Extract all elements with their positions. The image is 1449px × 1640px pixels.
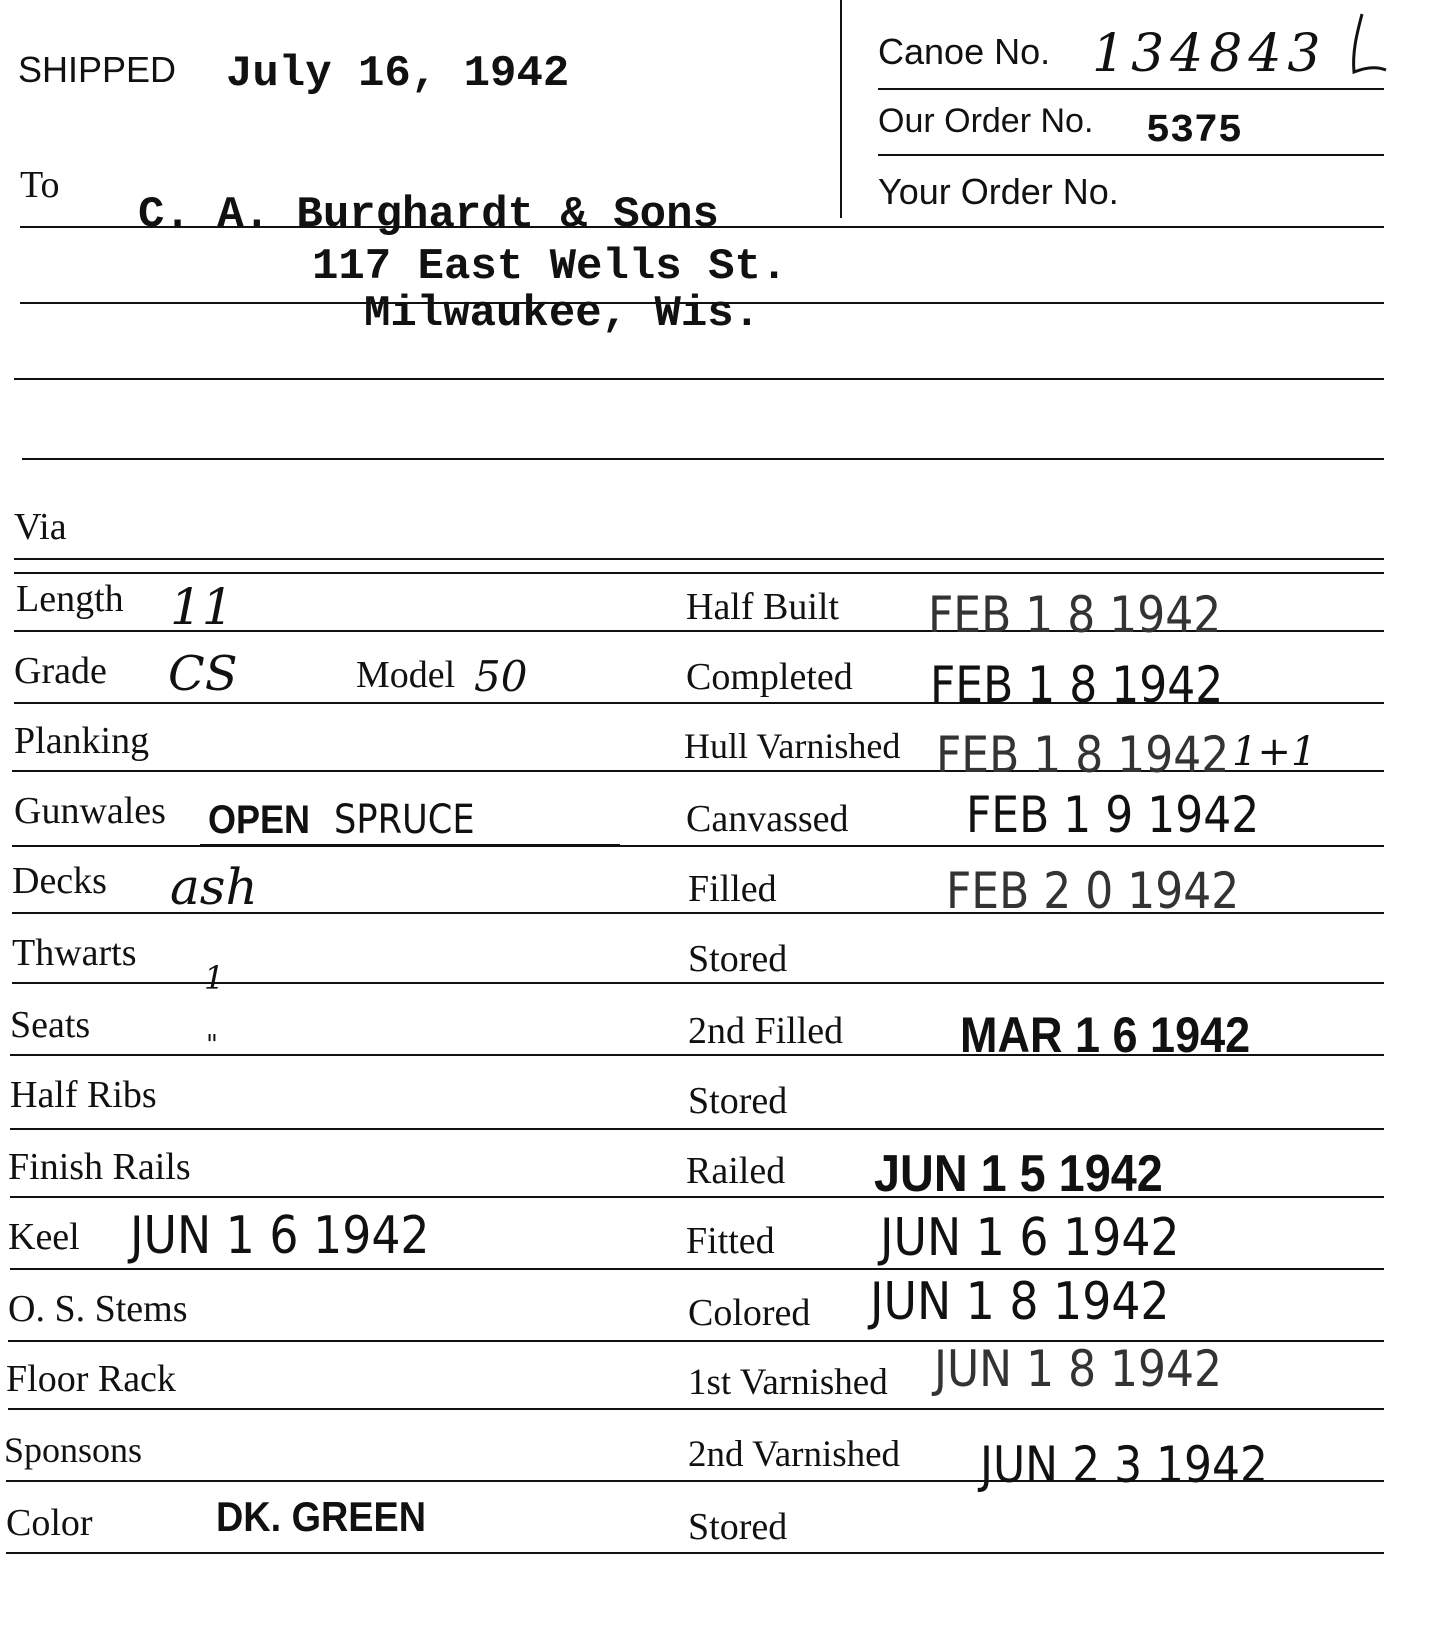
first-varnished-value: JUN 1 8 1942: [934, 1340, 1223, 1398]
finish-rails-label: Finish Rails: [8, 1146, 191, 1188]
completed-value: FEB 1 8 1942: [930, 656, 1224, 714]
stored-label-1: Stored: [688, 938, 788, 980]
stored-label-3: Stored: [688, 1506, 788, 1548]
canoe-no-label: Canoe No.: [878, 31, 1051, 72]
your-order-label: Your Order No.: [878, 171, 1119, 212]
color-value: DK. GREEN: [216, 1493, 427, 1540]
thwarts-value: 1: [204, 959, 225, 997]
hull-varnished-value: FEB 1 8 1942: [936, 726, 1230, 784]
colored-label: Colored: [688, 1292, 811, 1334]
gunwales-underline: [200, 844, 620, 846]
our-order-underline: [878, 154, 1384, 156]
fitted-label: Fitted: [686, 1220, 775, 1262]
planking-label: Planking: [14, 720, 150, 762]
first-varnished-label: 1st Varnished: [688, 1362, 888, 1403]
gunwales-value-open: OPEN: [208, 798, 311, 842]
keel-label: Keel: [8, 1216, 80, 1258]
keel-value: JUN 1 6 1942: [130, 1206, 430, 1266]
seats-label: Seats: [10, 1004, 91, 1046]
row-rule-floor-rack: [8, 1408, 1384, 1410]
shipped-date: July 16, 1942: [226, 49, 570, 99]
sponsons-label: Sponsons: [4, 1430, 143, 1470]
header-vertical-divider: [840, 0, 842, 218]
decks-value: ash: [170, 858, 258, 916]
model-label: Model: [356, 654, 456, 696]
shipped-label: SHIPPED: [18, 49, 177, 90]
second-varnished-label: 2nd Varnished: [688, 1434, 901, 1475]
half-built-label: Half Built: [686, 586, 840, 628]
length-value: 11: [170, 578, 234, 636]
decks-label: Decks: [12, 860, 107, 902]
gunwales-label: Gunwales: [14, 790, 166, 832]
gunwales-value-spruce: SPRUCE: [334, 797, 475, 843]
our-order-label: Our Order No.: [878, 102, 1094, 140]
floor-rack-label: Floor Rack: [6, 1358, 176, 1400]
address-rule-4: [22, 458, 1384, 460]
address-rule-3: [14, 378, 1384, 380]
row-rule-half-ribs: [10, 1128, 1384, 1130]
canvassed-value: FEB 1 9 1942: [966, 786, 1260, 844]
canoe-no-value: 134843: [1092, 24, 1327, 84]
seats-value: ": [206, 1030, 218, 1060]
second-filled-label: 2nd Filled: [688, 1010, 844, 1052]
thwarts-label: Thwarts: [12, 932, 137, 974]
second-varnished-value: JUN 2 3 1942: [980, 1436, 1269, 1494]
hull-varnished-note: 1+1: [1232, 729, 1317, 775]
row-rule-finish-rails: [10, 1196, 1384, 1198]
address-line-1: C. A. Burghardt & Sons: [138, 190, 719, 240]
color-label: Color: [6, 1502, 93, 1544]
to-label: To: [20, 164, 60, 206]
our-order-value: 5375: [1146, 109, 1243, 154]
canvassed-label: Canvassed: [686, 798, 849, 840]
second-filled-value: MAR 1 6 1942: [960, 1007, 1251, 1063]
colored-value: JUN 1 8 1942: [870, 1272, 1170, 1332]
grade-value: CS: [168, 646, 238, 702]
canoe-no-underline: [878, 88, 1384, 90]
via-label: Via: [14, 506, 67, 548]
check-mark-icon: [1340, 10, 1390, 80]
stored-label-2: Stored: [688, 1080, 788, 1122]
row-rule-color: [6, 1552, 1384, 1554]
via-rule: [14, 558, 1384, 560]
filled-value: FEB 2 0 1942: [946, 862, 1240, 920]
model-value: 50: [474, 652, 528, 701]
completed-label: Completed: [686, 656, 853, 698]
half-built-value: FEB 1 8 1942: [928, 586, 1222, 644]
row-rule-keel: [10, 1268, 1384, 1270]
fitted-value: JUN 1 6 1942: [880, 1208, 1180, 1268]
address-rule-1: [20, 226, 1384, 228]
table-top-rule: [14, 572, 1384, 574]
railed-label: Railed: [686, 1150, 786, 1192]
length-label: Length: [16, 578, 124, 620]
half-ribs-label: Half Ribs: [10, 1074, 157, 1116]
address-line-2: 117 East Wells St.: [312, 242, 788, 292]
address-line-3: Milwaukee, Wis.: [364, 289, 761, 339]
grade-label: Grade: [14, 650, 107, 692]
railed-value: JUN 1 5 1942: [874, 1145, 1163, 1203]
filled-label: Filled: [688, 868, 777, 910]
os-stems-label: O. S. Stems: [8, 1288, 188, 1330]
hull-varnished-label: Hull Varnished: [684, 726, 901, 766]
address-rule-2: [20, 302, 1384, 304]
